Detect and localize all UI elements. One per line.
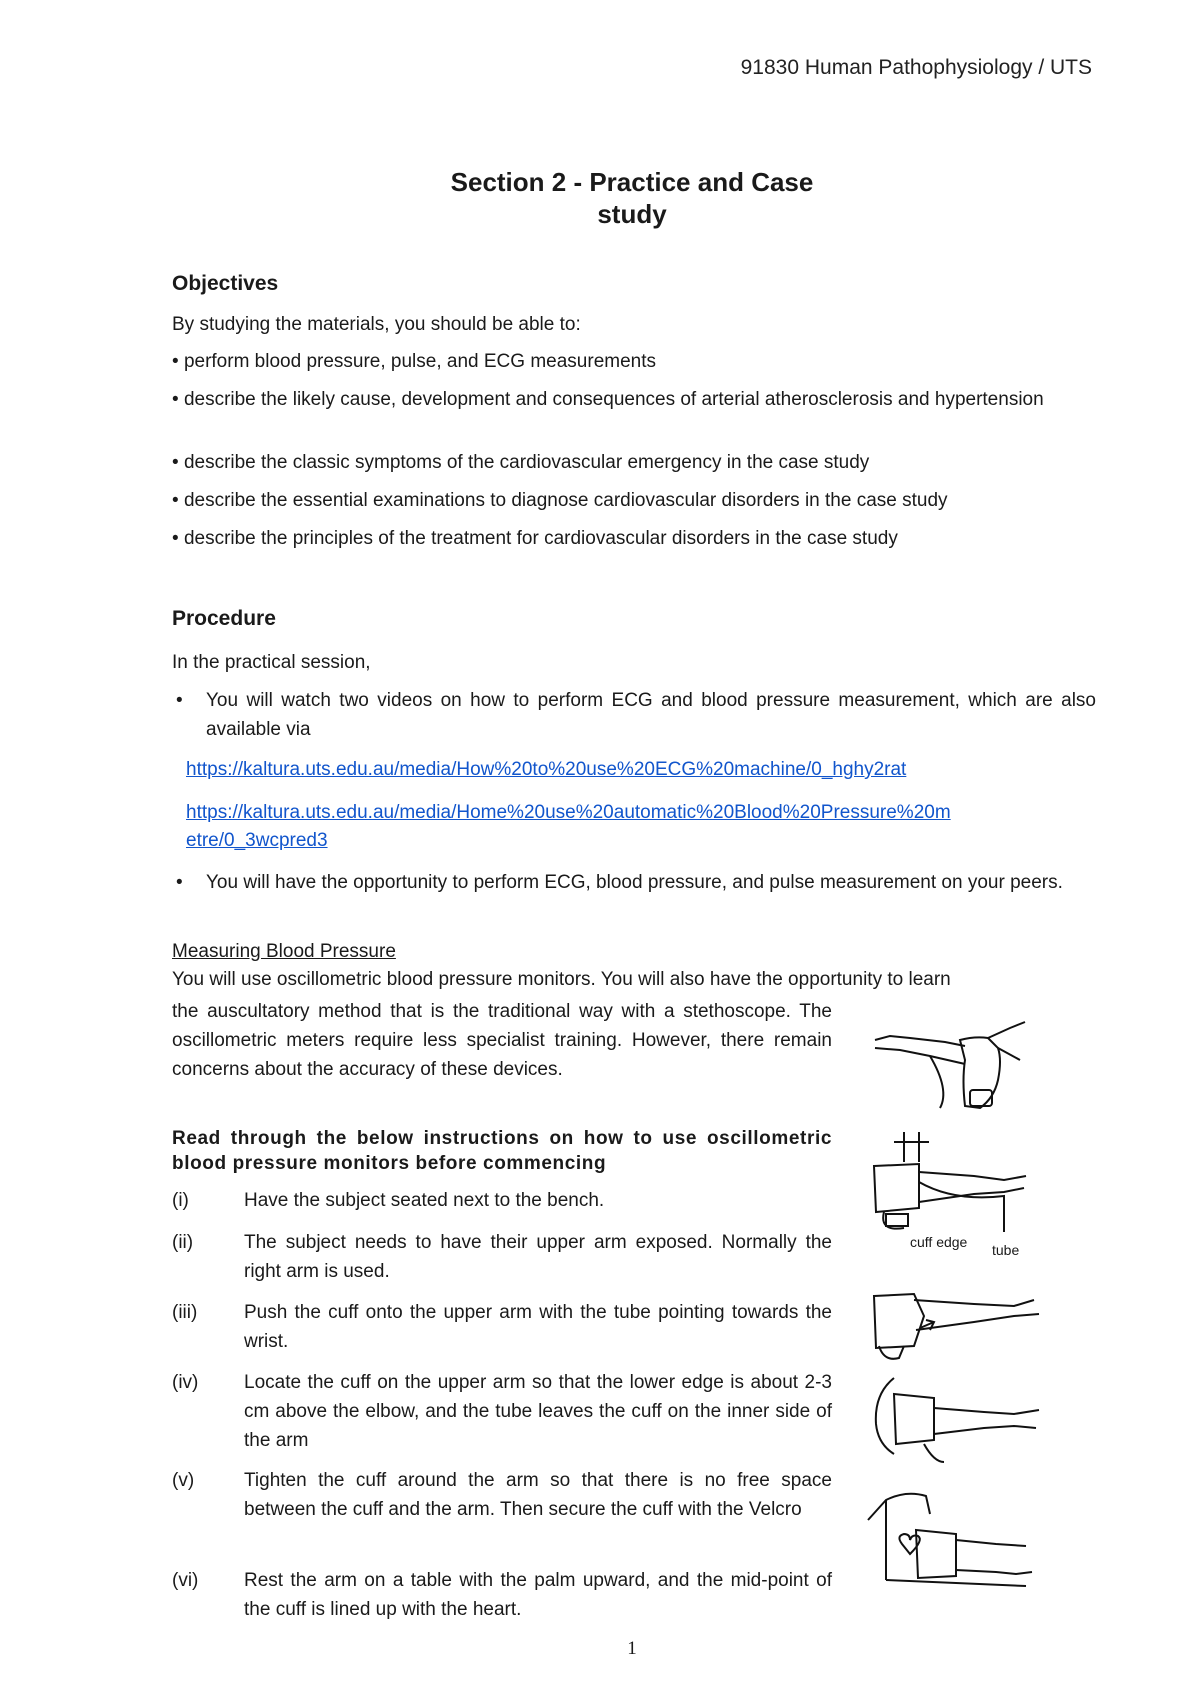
objective-item: • describe the likely cause, development and consequences of arterial atherosclerosis and hypertension	[172, 389, 1044, 410]
arm-cuff-illustration-2	[864, 1132, 1034, 1260]
procedure-intro: In the practical session,	[172, 652, 371, 673]
objective-item: • perform blood pressure, pulse, and ECG measurements	[172, 351, 656, 372]
step-item: (iii) Push the cuff onto the upper arm with the tube pointing towards the wrist.	[172, 1302, 832, 1352]
tube-label: tube	[992, 1242, 1020, 1258]
objectives-heading: Objectives	[172, 272, 279, 295]
bp-video-link[interactable]: https://kaltura.uts.edu.au/media/Home%20use%20automatic%20Blood%20Pressure%20m etre/0_3wcpred3	[186, 802, 951, 851]
ecg-video-link[interactable]: https://kaltura.uts.edu.au/media/How%20to%20use%20ECG%20machine/0_hghy2rat	[186, 759, 907, 780]
procedure-bullet-2: • You will have the opportunity to perform ECG, blood pressure, and pulse measurement on your peers.	[176, 868, 1096, 897]
objective-item: • describe the classic symptoms of the cardiovascular emergency in the case study	[172, 452, 870, 473]
step-item: (i) Have the subject seated next to the bench.	[172, 1190, 605, 1211]
bp-paragraph: the auscultatory method that is the traditional way with a stethoscope. The oscillometric meters require less specialist training. However, there remain concerns about the accuracy of these devices.	[172, 1001, 832, 1080]
bullet-dot: •	[176, 872, 183, 893]
page-number: 1	[627, 1638, 637, 1659]
bold-instruction: Read through the below instructions on how to use oscillometric blood pressure monitors before commencing	[172, 1128, 832, 1174]
section-title	[0, 166, 1200, 230]
title-line-2: study	[597, 199, 667, 229]
arm-cuff-illustration-5	[866, 1480, 1036, 1590]
running-header: 91830 Human Pathophysiology / UTS	[740, 56, 1092, 79]
objectives-intro: By studying the materials, you should be able to:	[172, 314, 581, 335]
arm-cuff-illustration-3	[864, 1286, 1044, 1364]
step-item: (vi) Rest the arm on a table with the palm upward, and the mid-point of the cuff is lined up with the heart.	[172, 1570, 832, 1620]
step-item: (v) Tighten the cuff around the arm so that there is no free space between the cuff and the arm. Then secure the cuff with the Velcro	[172, 1470, 832, 1520]
procedure-heading: Procedure	[172, 607, 276, 630]
objective-item: • describe the principles of the treatment for cardiovascular disorders in the case study	[172, 528, 898, 549]
bp-subheading: Measuring Blood Pressure	[172, 941, 396, 962]
arm-cuff-illustration-1	[870, 1020, 1030, 1120]
procedure-bullet-1: • You will watch two videos on how to perform ECG and blood pressure measurement, which are also available via	[176, 686, 1096, 744]
step-item: (iv) Locate the cuff on the upper arm so that the lower edge is about 2-3 cm above the elbow, and the tube leaves the cuff on the inner side of the arm	[172, 1372, 832, 1451]
objective-item: • describe the essential examinations to diagnose cardiovascular disorders in the case study	[172, 490, 948, 511]
title-line-1: Section 2 - Practice and Case	[450, 167, 814, 197]
bp-paragraph-line-1: You will use oscillometric blood pressure monitors. You will also have the opportunity to learn	[172, 969, 951, 990]
cuff-edge-label: cuff edge	[910, 1234, 968, 1250]
bullet-dot: •	[176, 690, 183, 711]
step-item: (ii) The subject needs to have their upper arm exposed. Normally the right arm is used.	[172, 1232, 832, 1282]
arm-cuff-illustration-4	[864, 1374, 1044, 1464]
